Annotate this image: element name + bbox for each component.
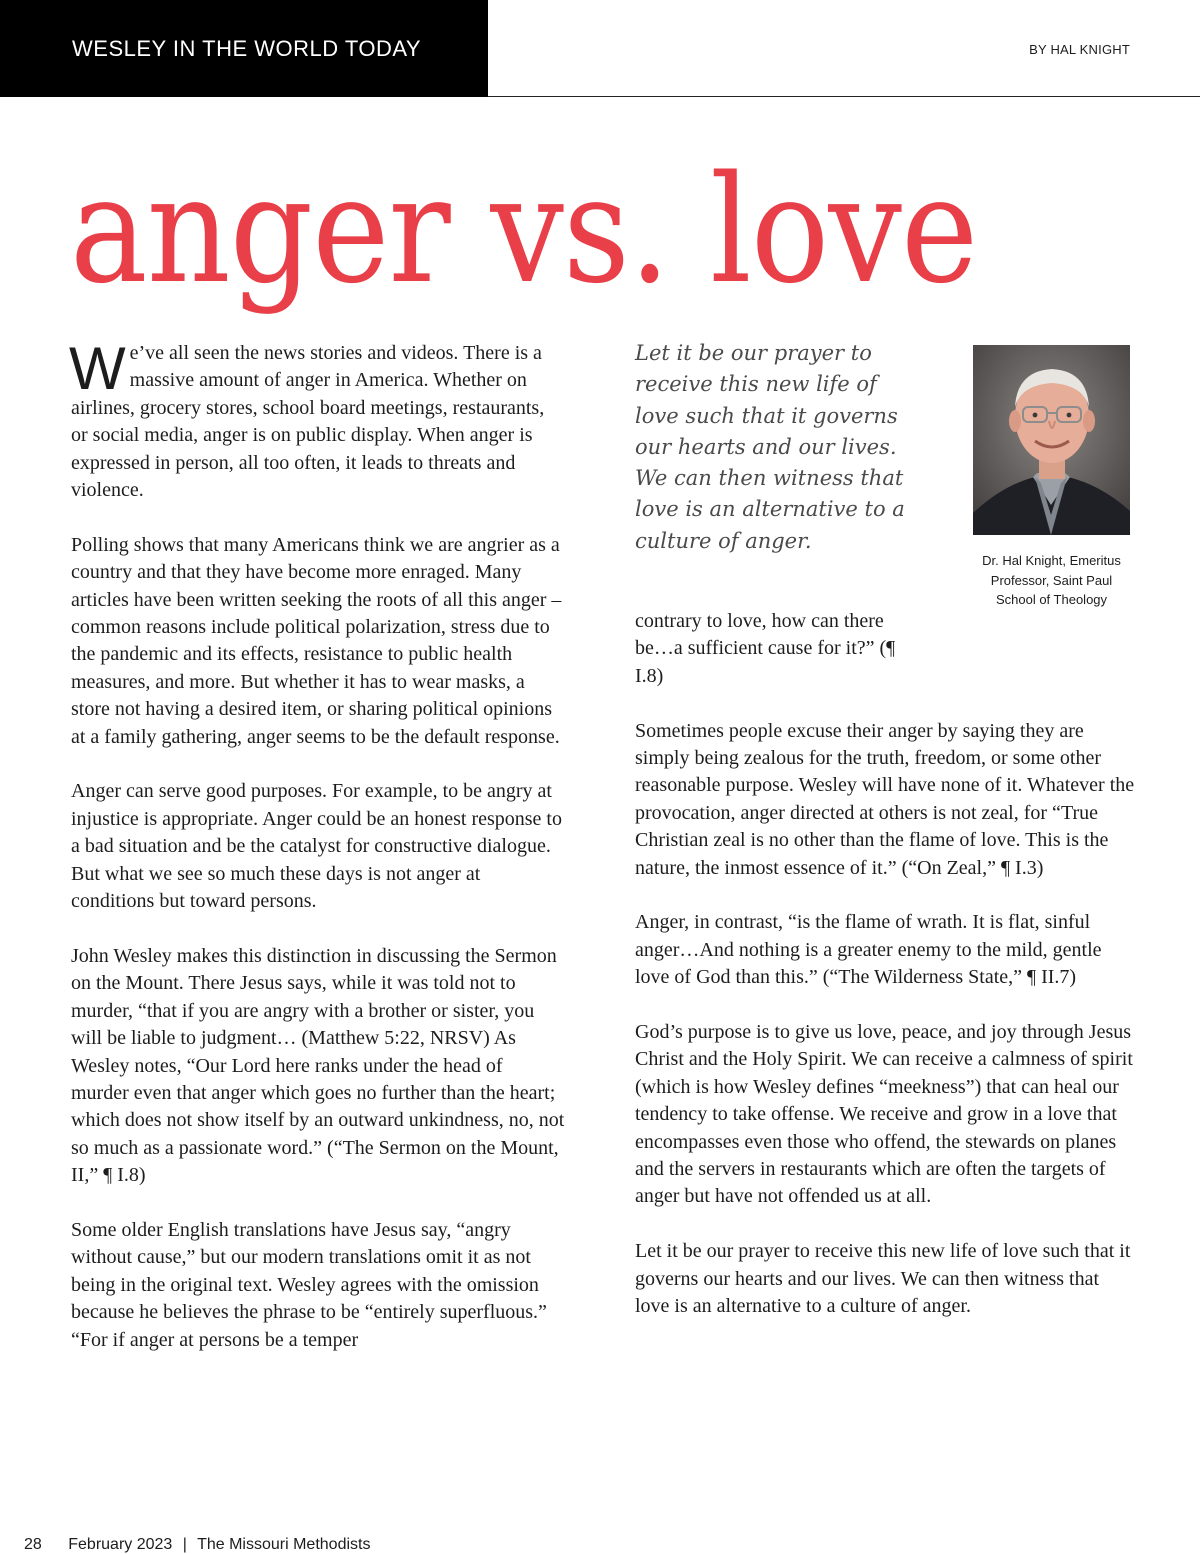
header-bar: [0, 0, 488, 97]
article-paragraph: [69, 335, 565, 504]
paragraph-text: e’ve all seen the news stories and videos. There is a massive amount of anger in America. Whether on airlines, grocery stores, school board meetings, restaurants, or social media, anger is on public display. When anger is expressed in person, all too often, it leads to threats and violence.: [71, 342, 545, 502]
article-paragraph: Sometimes people excuse their anger by saying they are simply being zealous for the truth, freedom, or some other reasonable purpose. Wesley will have none of it. Whatever the provocation, anger directed at others is not zeal, for “True Christian zeal is no other than the flame of love. This is the nature, the inmost essence of it.” (“On Zeal,” ¶ I.3): [635, 719, 1135, 879]
publication-name: The Missouri Methodists: [197, 1536, 371, 1553]
headline: anger vs. love: [70, 144, 978, 316]
article-paragraph: Let it be our prayer to receive this new life of love such that it governs our hearts and our lives. We can then witness that love is an alternative to a culture of anger.: [635, 1240, 1131, 1318]
article-right-column: [635, 608, 1135, 1348]
author-photo: [973, 345, 1130, 535]
article-paragraph: John Wesley makes this distinction in discussing the Sermon on the Mount. There Jesus says, while it was told not to murder, “that if you are angry with a brother or sister, you will be liable to judgment… (Matthew 5:22, NRSV) As Wesley notes, “Our Lord here ranks under the head of murder even that anger which goes no further than the heart; which does not show itself by an outward unkindness, no, not so much as a passionate word.” (“The Sermon on the Mount, II,” ¶ I.8): [71, 944, 565, 1187]
article-paragraph: Polling shows that many Americans think we are angrier as a country and that they have become more enraged. Many articles have been written seeking the roots of all this anger – common reasons include political polarization, stress due to the pandemic and its effects, resistance to public health measures, and more. But whether it has to wear masks, a store not having a desired item, or sharing political opinions at a family gathering, anger seems to be the default response.: [71, 533, 562, 748]
photo-caption: Dr. Hal Knight, Emeritus Professor, Saint Paul School of Theology: [982, 553, 1121, 607]
page-footer: [24, 1536, 370, 1554]
article-paragraph: God’s purpose is to give us love, peace, and joy through Jesus Christ and the Holy Spirit. We can receive a calmness of spirit (which is how Wesley defines “meekness”) that can heal our tendency to take offense. We receive and grow in a love that encompasses even those who offend, the stewards on planes and the servers in restaurants which are often the targets of anger but have not offended us at all.: [635, 1021, 1133, 1208]
article-paragraph: Anger can serve good purposes. For example, to be angry at injustice is appropriate. Anger could be an honest response to a bad situation and be the catalyst for constructive dialogue. But what we see so much these days is not anger at conditions but toward persons.: [71, 780, 562, 913]
byline: BY HAL KNIGHT: [1029, 42, 1130, 57]
drop-cap: W: [69, 335, 126, 402]
section-title: WESLEY IN THE WORLD TODAY: [72, 36, 422, 61]
author-portrait-image: [973, 345, 1130, 535]
article-paragraph: Some older English translations have Jesus say, “angry without cause,” but our modern translations omit it as not being in the original text. Wesley agrees with the omission because he believes the phrase to be “entirely superfluous.” “For if anger at persons be a temper: [71, 1218, 547, 1351]
article-paragraph: contrary to love, how can there be…a sufficient cause for it?” (¶ I.8): [635, 610, 896, 687]
article-left-column: [69, 335, 565, 1381]
page-number: 28: [24, 1536, 42, 1553]
footer-separator: |: [182, 1536, 187, 1553]
pull-quote: Let it be our prayer to receive this new life of love such that it governs our hearts and our lives. We can then witness that love is an alternative to a culture of anger.: [635, 341, 905, 553]
issue-date: February 2023: [68, 1536, 173, 1553]
header-rule: [488, 96, 1200, 97]
article-paragraph: Anger, in contrast, “is the flame of wrath. It is flat, sinful anger…And nothing is a greater enemy to the mild, gentle love of God than this.” (“The Wilderness State,” ¶ II.7): [635, 911, 1102, 989]
